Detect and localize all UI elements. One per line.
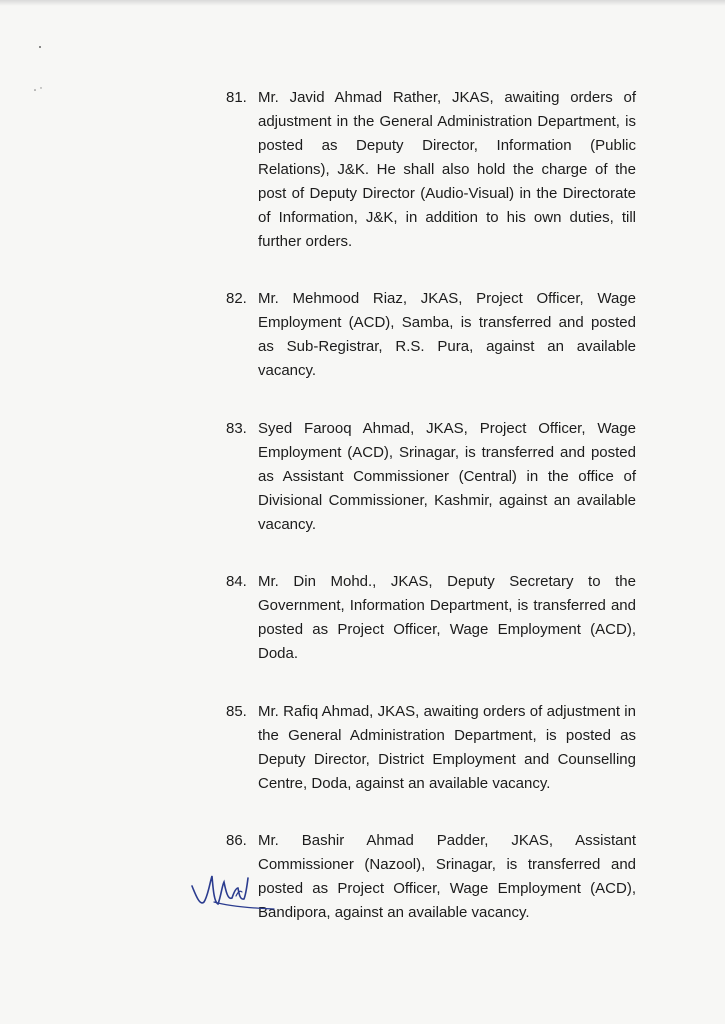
item-number: 85.: [226, 703, 247, 720]
item-number: 82.: [226, 290, 247, 307]
item-text: Mr. Rafiq Ahmad, JKAS, awaiting orders of adjustment in the General Administration Department, is posted as Deputy Director, District Employment and Counselling Centre, Doda, against an available vacancy.: [258, 703, 636, 792]
scan-edge: [0, 0, 725, 6]
order-item: [226, 700, 636, 796]
signature-icon: [188, 866, 278, 922]
item-number: 83.: [226, 420, 247, 437]
item-number: 86.: [226, 832, 247, 849]
item-number: 84.: [226, 573, 247, 590]
item-text: Mr. Javid Ahmad Rather, JKAS, awaiting orders of adjustment in the General Administration Department, is posted as Deputy Director, Information (Public Relations), J&K. He shall also hold the charge of the post of Deputy Director (Audio-Visual) in the Directorate of Information, J&K, in addition to his own duties, till further orders.: [258, 89, 636, 250]
order-item: [226, 417, 636, 537]
item-text: Mr. Mehmood Riaz, JKAS, Project Officer, Wage Employment (ACD), Samba, is transferred and posted as Sub-Registrar, R.S. Pura, against an available vacancy.: [258, 290, 636, 379]
item-text: Syed Farooq Ahmad, JKAS, Project Officer, Wage Employment (ACD), Srinagar, is transferred and posted as Assistant Commissioner (Central) in the office of Divisional Commissioner, Kashmir, against an available vacancy.: [258, 420, 636, 533]
order-item: [226, 86, 636, 254]
order-item: [226, 287, 636, 383]
item-text: Mr. Bashir Ahmad Padder, JKAS, Assistant Commissioner (Nazool), Srinagar, is transferred and posted as Project Officer, Wage Employment (ACD), Bandipora, against an available vacancy.: [258, 832, 636, 921]
order-item: [226, 570, 636, 666]
order-list: [226, 86, 636, 925]
item-number: 81.: [226, 89, 247, 106]
order-item: [226, 829, 636, 925]
scan-specks: [0, 0, 80, 120]
item-text: Mr. Din Mohd., JKAS, Deputy Secretary to the Government, Information Department, is transferred and posted as Project Officer, Wage Employment (ACD), Doda.: [258, 573, 636, 662]
